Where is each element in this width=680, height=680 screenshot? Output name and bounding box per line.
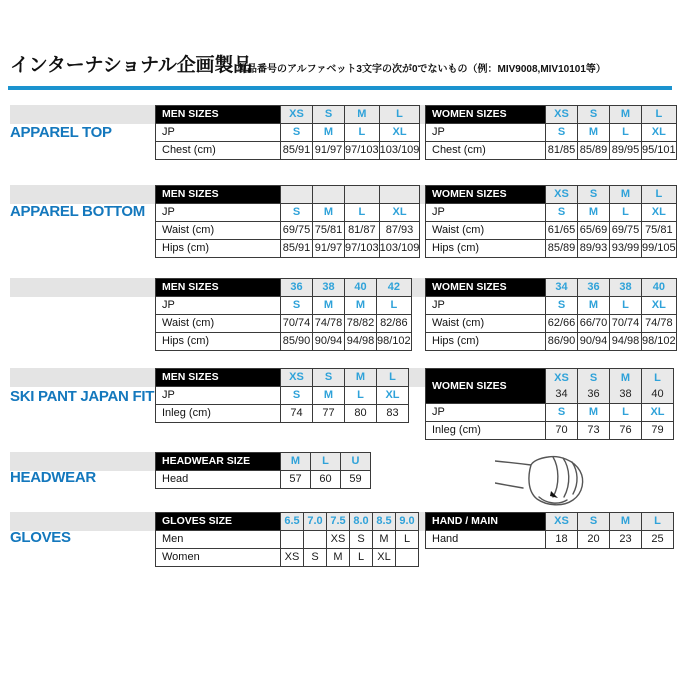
row-label: JP: [426, 204, 546, 222]
row-label: Inleg (cm): [156, 405, 281, 423]
size-header-cell: XS: [546, 513, 578, 531]
value-cell: 95/101: [642, 142, 677, 160]
table-corner-label: HAND / MAIN: [426, 513, 546, 531]
row-label: Head: [156, 471, 281, 489]
value-cell: 89/95: [610, 142, 642, 160]
value-cell: S: [350, 531, 373, 549]
size-table: [425, 105, 677, 160]
section-label-apparel-bottom: APPAREL BOTTOM: [10, 203, 145, 220]
size-header-cell: S: [578, 106, 610, 124]
value-cell: 98/102: [377, 333, 412, 351]
value-cell: 85/91: [281, 240, 313, 258]
value-cell: L: [610, 404, 642, 422]
size-header-cell: L: [642, 513, 674, 531]
value-cell: 98/102: [642, 333, 677, 351]
table-apparel-bottom-men-numeric: [155, 278, 412, 351]
value-cell: 90/94: [313, 333, 345, 351]
size-header-cell: 7.5: [327, 513, 350, 531]
value-cell: 20: [578, 531, 610, 549]
value-cell: M: [313, 387, 345, 405]
size-header-cell: 40: [345, 279, 377, 297]
table-corner-label: HEADWEAR SIZE: [156, 453, 281, 471]
table-corner-label: WOMEN SIZES: [426, 369, 546, 404]
row-label: Chest (cm): [156, 142, 281, 160]
value-cell: S: [281, 387, 313, 405]
page-title: インターナショナル企画製品: [10, 55, 252, 76]
value-cell: XL: [379, 124, 420, 142]
value-cell: 94/98: [345, 333, 377, 351]
value-cell: L: [610, 124, 642, 142]
row-label: Hips (cm): [156, 333, 281, 351]
value-cell: 83: [377, 405, 409, 423]
value-cell: L: [345, 387, 377, 405]
value-cell: 69/75: [610, 222, 642, 240]
row-label: Men: [156, 531, 281, 549]
value-cell: 66/70: [578, 315, 610, 333]
table-corner-label: WOMEN SIZES: [426, 279, 546, 297]
size-header-cell: 6.5: [281, 513, 304, 531]
size-table: [155, 512, 419, 567]
value-cell: 70: [546, 422, 578, 440]
value-cell: 85/89: [578, 142, 610, 160]
size-table: [155, 185, 420, 258]
value-cell: 78/82: [345, 315, 377, 333]
table-apparel-bottom-women: [425, 185, 677, 258]
value-cell: 85/90: [281, 333, 313, 351]
value-cell: M: [345, 297, 377, 315]
value-cell: 82/86: [377, 315, 412, 333]
value-cell: 74: [281, 405, 313, 423]
value-cell: 70/74: [610, 315, 642, 333]
table-corner-label: MEN SIZES: [156, 369, 281, 387]
value-cell: XL: [379, 204, 420, 222]
value-cell: 25: [642, 531, 674, 549]
value-cell: 70/74: [281, 315, 313, 333]
size-header-cell: M 38: [610, 369, 642, 404]
table-corner-label: MEN SIZES: [156, 279, 281, 297]
value-cell: L: [610, 204, 642, 222]
size-header-cell: XS: [546, 186, 578, 204]
table-apparel-top-women: [425, 105, 677, 160]
value-cell: 91/97: [313, 142, 345, 160]
value-cell: XL: [377, 387, 409, 405]
table-corner-label: MEN SIZES: [156, 106, 281, 124]
size-table: [425, 512, 674, 549]
value-cell: M: [313, 124, 345, 142]
page-subtitle: 製品番号のアルファベット3文字の次が0でないもの（例：MIV9008,MIV10101等）: [237, 64, 606, 75]
value-cell: 18: [546, 531, 578, 549]
row-label: JP: [426, 404, 546, 422]
size-header-cell: [345, 186, 380, 204]
value-cell: 74/78: [313, 315, 345, 333]
value-cell: XS: [281, 549, 304, 567]
value-cell: XL: [642, 204, 677, 222]
size-header-cell: XS: [281, 106, 313, 124]
size-table: [155, 452, 371, 489]
value-cell: 73: [578, 422, 610, 440]
value-cell: 79: [642, 422, 674, 440]
size-header-cell: M: [281, 453, 311, 471]
size-header-cell: M: [610, 186, 642, 204]
row-label: JP: [156, 204, 281, 222]
value-cell: M: [313, 297, 345, 315]
value-cell: 69/75: [281, 222, 313, 240]
size-table: [425, 185, 677, 258]
size-header-cell: L: [377, 369, 409, 387]
value-cell: M: [578, 404, 610, 422]
size-header-cell: 42: [377, 279, 412, 297]
row-label: Waist (cm): [156, 315, 281, 333]
value-cell: 85/91: [281, 142, 313, 160]
row-label: Waist (cm): [426, 222, 546, 240]
size-header-cell: 36: [281, 279, 313, 297]
table-corner-label: MEN SIZES: [156, 186, 281, 204]
row-label: JP: [156, 124, 281, 142]
value-cell: S: [546, 297, 578, 315]
value-cell: 91/97: [313, 240, 345, 258]
size-header-cell: U: [341, 453, 371, 471]
table-headwear: [155, 452, 371, 489]
value-cell: 62/66: [546, 315, 578, 333]
size-header-cell: S: [578, 513, 610, 531]
value-cell: [304, 531, 327, 549]
value-cell: 23: [610, 531, 642, 549]
row-label: JP: [156, 297, 281, 315]
size-header-cell: L 40: [642, 369, 674, 404]
row-label: Inleg (cm): [426, 422, 546, 440]
value-cell: L: [396, 531, 419, 549]
value-cell: 65/69: [578, 222, 610, 240]
value-cell: L: [377, 297, 412, 315]
value-cell: XL: [642, 404, 674, 422]
size-header-cell: L: [311, 453, 341, 471]
value-cell: 94/98: [610, 333, 642, 351]
section-label-headwear: HEADWEAR: [10, 469, 96, 486]
row-label: Waist (cm): [156, 222, 281, 240]
value-cell: 81/87: [345, 222, 380, 240]
value-cell: 61/65: [546, 222, 578, 240]
size-header-cell: 40: [642, 279, 677, 297]
value-cell: 81/85: [546, 142, 578, 160]
value-cell: XL: [373, 549, 396, 567]
value-cell: 59: [341, 471, 371, 489]
size-header-cell: XS 34: [546, 369, 578, 404]
value-cell: M: [327, 549, 350, 567]
value-cell: 85/89: [546, 240, 578, 258]
size-header-cell: XS: [281, 369, 313, 387]
size-table: [155, 368, 409, 423]
size-header-cell: M: [610, 513, 642, 531]
size-header-cell: S 36: [578, 369, 610, 404]
row-label: JP: [156, 387, 281, 405]
table-apparel-top-men: [155, 105, 420, 160]
value-cell: 75/81: [642, 222, 677, 240]
size-header-cell: [313, 186, 345, 204]
row-label: Hips (cm): [156, 240, 281, 258]
size-header-cell: S: [313, 369, 345, 387]
size-header-cell: L: [379, 106, 420, 124]
table-gloves: [155, 512, 419, 567]
table-corner-label: GLOVES SIZE: [156, 513, 281, 531]
size-table: [155, 278, 412, 351]
size-header-cell: [281, 186, 313, 204]
size-header-cell: S: [578, 186, 610, 204]
size-header-cell: S: [313, 106, 345, 124]
table-corner-label: WOMEN SIZES: [426, 106, 546, 124]
size-table: [425, 368, 674, 440]
value-cell: L: [350, 549, 373, 567]
size-header-cell: M: [345, 106, 380, 124]
value-cell: XL: [642, 297, 677, 315]
row-label: JP: [426, 297, 546, 315]
table-hand-main: [425, 512, 674, 549]
size-header-cell: XS: [546, 106, 578, 124]
value-cell: M: [373, 531, 396, 549]
size-header-cell: 8.5: [373, 513, 396, 531]
value-cell: M: [578, 297, 610, 315]
row-label: Hips (cm): [426, 333, 546, 351]
value-cell: 75/81: [313, 222, 345, 240]
value-cell: S: [281, 124, 313, 142]
size-table: [425, 278, 677, 351]
size-header-cell: [379, 186, 420, 204]
value-cell: L: [345, 204, 380, 222]
size-header-cell: 7.0: [304, 513, 327, 531]
fist-hand-icon: [495, 446, 605, 510]
size-header-cell: M: [610, 106, 642, 124]
table-ski-pant-men: [155, 368, 409, 423]
value-cell: M: [313, 204, 345, 222]
size-header-cell: L: [642, 106, 677, 124]
size-header-cell: 8.0: [350, 513, 373, 531]
value-cell: S: [281, 297, 313, 315]
value-cell: 103/109: [379, 240, 420, 258]
value-cell: XS: [327, 531, 350, 549]
value-cell: [396, 549, 419, 567]
value-cell: L: [345, 124, 380, 142]
value-cell: 93/99: [610, 240, 642, 258]
value-cell: S: [281, 204, 313, 222]
row-label: JP: [426, 124, 546, 142]
section-label-apparel-top: APPAREL TOP: [10, 124, 112, 141]
value-cell: 87/93: [379, 222, 420, 240]
header-divider: [8, 86, 672, 90]
value-cell: 77: [313, 405, 345, 423]
value-cell: S: [546, 404, 578, 422]
size-header-cell: 38: [313, 279, 345, 297]
size-table: [155, 105, 420, 160]
value-cell: 97/103: [345, 142, 380, 160]
size-header-cell: L: [642, 186, 677, 204]
value-cell: 99/105: [642, 240, 677, 258]
size-header-cell: 9.0: [396, 513, 419, 531]
value-cell: L: [610, 297, 642, 315]
value-cell: [281, 531, 304, 549]
row-label: Women: [156, 549, 281, 567]
value-cell: 90/94: [578, 333, 610, 351]
value-cell: 76: [610, 422, 642, 440]
value-cell: 86/90: [546, 333, 578, 351]
row-label: Waist (cm): [426, 315, 546, 333]
size-header-cell: 38: [610, 279, 642, 297]
size-header-cell: 34: [546, 279, 578, 297]
value-cell: S: [546, 124, 578, 142]
value-cell: M: [578, 204, 610, 222]
value-cell: 57: [281, 471, 311, 489]
table-apparel-bottom-men: [155, 185, 420, 258]
size-header-cell: 36: [578, 279, 610, 297]
section-label-gloves: GLOVES: [10, 529, 71, 546]
value-cell: 80: [345, 405, 377, 423]
value-cell: 89/93: [578, 240, 610, 258]
value-cell: XL: [642, 124, 677, 142]
table-ski-pant-women: [425, 368, 674, 440]
value-cell: 74/78: [642, 315, 677, 333]
row-label: Hips (cm): [426, 240, 546, 258]
section-label-ski-pant-japan-fit: SKI PANT JAPAN FIT: [10, 388, 155, 405]
size-header-cell: M: [345, 369, 377, 387]
table-corner-label: WOMEN SIZES: [426, 186, 546, 204]
value-cell: 60: [311, 471, 341, 489]
value-cell: M: [578, 124, 610, 142]
value-cell: 97/103: [345, 240, 380, 258]
value-cell: 103/109: [379, 142, 420, 160]
value-cell: S: [546, 204, 578, 222]
row-label: Hand: [426, 531, 546, 549]
value-cell: S: [304, 549, 327, 567]
table-apparel-bottom-women-numeric: [425, 278, 677, 351]
row-label: Chest (cm): [426, 142, 546, 160]
